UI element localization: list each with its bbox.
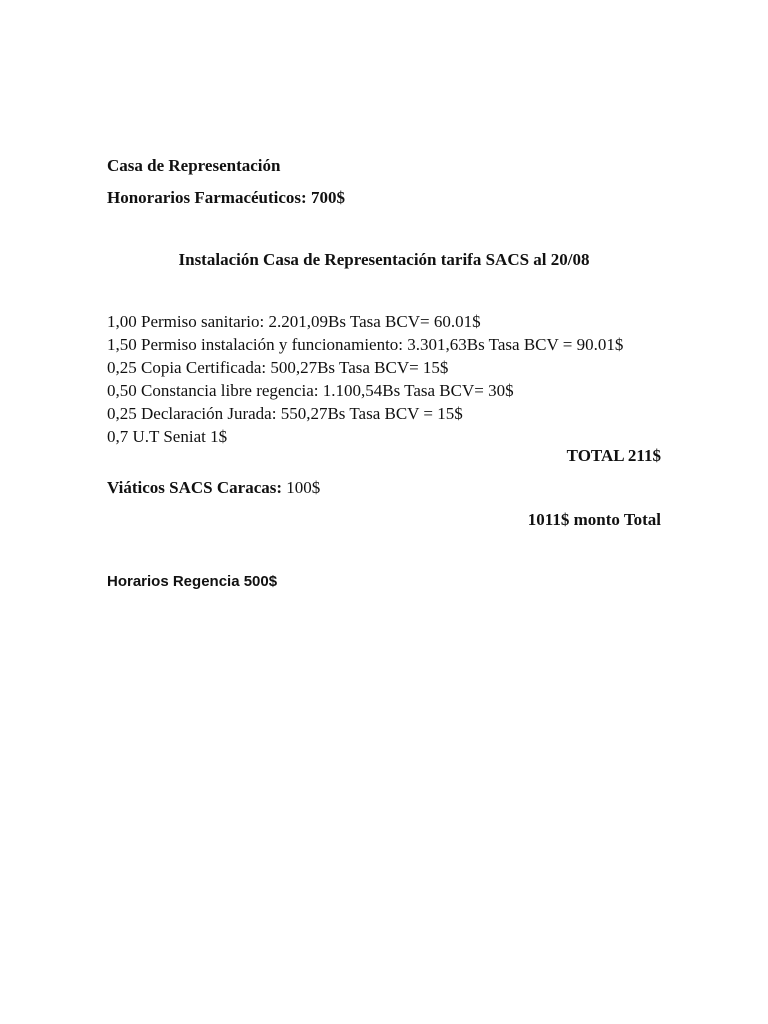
fee-items-list [107,310,623,448]
fee-item: 1,00 Permiso sanitario: 2.201,09Bs Tasa BCV= 60.01$ [107,312,481,331]
regencia-line: Horarios Regencia 500$ [107,573,278,590]
fee-item: 0,50 Constancia libre regencia: 1.100,54Bs Tasa BCV= 30$ [107,381,514,400]
viaticos-line [107,476,320,499]
document-title: Casa de Representación [107,156,281,175]
total-line: TOTAL 211$ [566,446,661,465]
fee-item: 1,50 Permiso instalación y funcionamiento: 3.301,63Bs Tasa BCV = 90.01$ [107,335,624,354]
viaticos-label: Viáticos SACS Caracas: [107,478,283,497]
fee-item: 0,25 Copia Certificada: 500,27Bs Tasa BCV= 15$ [107,358,449,377]
viaticos-value: 100$ [282,478,321,497]
fee-item: 0,7 U.T Seniat 1$ [107,427,228,446]
fee-item: 0,25 Declaración Jurada: 550,27Bs Tasa BCV = 15$ [107,404,463,423]
section-heading: Instalación Casa de Representación tarifa SACS al 20/08 [178,250,590,269]
honorarios-line: Honorarios Farmacéuticos: 700$ [107,188,345,207]
monto-total-line: 1011$ monto Total [527,510,661,529]
